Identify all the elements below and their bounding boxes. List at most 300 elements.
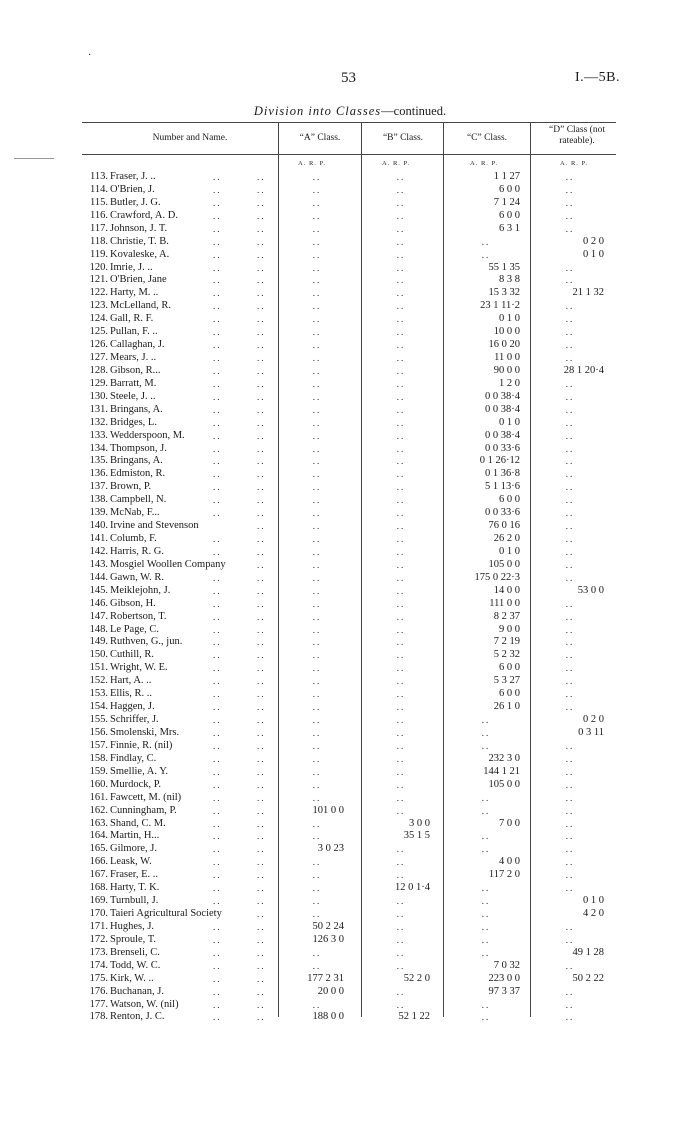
class-b-value: .. (396, 676, 406, 687)
class-b-value: .. (396, 443, 406, 454)
class-d-value: .. (565, 443, 575, 454)
class-c-value: 105 0 0 (488, 558, 520, 570)
class-b-value: 12 0 1·4 (395, 882, 430, 894)
class-c-value: 223 0 0 (488, 972, 520, 984)
leader-dots: .. (213, 572, 222, 583)
leader-dots: .. (213, 753, 222, 764)
class-d-value: .. (565, 546, 575, 557)
leader-dots: .. (213, 921, 222, 932)
leader-dots: .. (213, 896, 222, 907)
class-b-value: .. (396, 702, 406, 713)
table-row (0, 830, 700, 843)
class-d-value: .. (565, 857, 575, 868)
class-c-value: .. (481, 909, 491, 919)
row-name: Robertson, T. (110, 610, 167, 622)
leader-dots: .. (257, 598, 266, 609)
leader-dots: .. (257, 792, 266, 803)
row-name: Brown, P. (110, 481, 152, 493)
column-header-name: Number and Name. (152, 133, 228, 143)
row-number: 138. (89, 494, 108, 506)
row-name: McLelland, R. (110, 300, 171, 312)
leader-dots: .. (213, 456, 222, 467)
class-a-value: .. (312, 585, 322, 596)
leader-dots: .. (257, 960, 266, 971)
leader-dots: .. (257, 534, 266, 545)
row-number: 141. (89, 533, 108, 545)
class-b-value: .. (396, 921, 406, 932)
row-number: 161. (89, 791, 108, 803)
class-a-value: .. (312, 702, 322, 713)
class-c-value: .. (481, 883, 491, 894)
leader-dots: .. (213, 301, 222, 312)
leader-dots: .. (213, 443, 222, 454)
class-c-value: .. (481, 236, 491, 247)
units-a: A. R. P. (298, 160, 327, 167)
class-d-value: 0 1 0 (583, 895, 604, 907)
class-c-value: 26 1 0 (493, 701, 520, 713)
leader-dots: .. (213, 857, 222, 868)
table-row (0, 818, 700, 831)
class-b-value: .. (396, 365, 406, 376)
leader-dots: .. (213, 986, 222, 997)
class-b-value: .. (396, 740, 406, 751)
row-name: Buchanan, J. (110, 985, 164, 997)
class-d-value: .. (565, 353, 575, 364)
row-name: Steele, J. .. (110, 390, 156, 402)
leader-dots: .. (257, 521, 266, 532)
row-name: Columb, F. (110, 533, 157, 545)
leader-dots: .. (257, 986, 266, 997)
class-b-value: 35 1 5 (403, 830, 430, 842)
class-d-value: .. (565, 637, 575, 648)
row-number: 146. (89, 597, 108, 609)
leader-dots: .. (257, 301, 266, 312)
table-row (0, 378, 700, 391)
class-a-value: .. (312, 753, 322, 764)
table-row (0, 986, 700, 999)
leader-dots: .. (257, 857, 266, 868)
leader-dots: .. (257, 921, 266, 932)
class-a-value: .. (312, 870, 322, 881)
leader-dots: .. (213, 223, 222, 234)
stray-mark: · (88, 50, 92, 61)
class-d-value: .. (565, 844, 575, 855)
class-c-value: 7 1 24 (493, 196, 520, 208)
leader-dots: .. (213, 999, 222, 1010)
leader-dots: .. (257, 236, 266, 247)
row-name: Shand, C. M. (110, 817, 166, 829)
class-a-value: .. (312, 611, 322, 622)
class-a-value: .. (312, 534, 322, 545)
class-d-value: .. (565, 469, 575, 480)
table-row (0, 236, 700, 249)
row-name: Barratt, M. (110, 377, 157, 389)
class-d-value: .. (565, 262, 575, 273)
table-row (0, 443, 700, 456)
row-name: Watson, W. (nil) (110, 998, 179, 1010)
leader-dots: .. (257, 934, 266, 945)
table-row (0, 856, 700, 869)
row-number: 165. (89, 843, 108, 855)
class-b-value: .. (396, 521, 406, 532)
leader-dots: .. (213, 960, 222, 971)
row-name: Ellis, R. .. (110, 688, 153, 700)
row-name: Butler, J. G. (110, 196, 161, 208)
leader-dots: .. (213, 365, 222, 376)
class-d-value: .. (565, 663, 575, 674)
class-c-value: .. (481, 934, 491, 945)
row-number: 147. (89, 610, 108, 622)
table-row (0, 636, 700, 649)
class-a-value: 126 3 0 (312, 933, 344, 945)
class-a-value: .. (312, 469, 322, 480)
leader-dots: .. (213, 236, 222, 247)
class-b-value: .. (396, 637, 406, 648)
row-name: Irvine and Stevenson (110, 520, 199, 532)
row-name: Bringans, A. (110, 403, 163, 415)
class-d-value: .. (565, 805, 575, 816)
class-d-value: 21 1 32 (572, 287, 604, 299)
table-row (0, 727, 700, 740)
class-a-value: .. (312, 740, 322, 751)
class-b-value: .. (396, 314, 406, 325)
row-name: Martin, H... (110, 830, 160, 842)
class-a-value: .. (312, 391, 322, 402)
class-a-value: .. (312, 715, 322, 726)
row-name: McNab, F... (110, 507, 160, 519)
class-d-value: .. (565, 378, 575, 389)
class-a-value: 101 0 0 (312, 804, 344, 816)
class-c-value: 5 2 32 (493, 649, 520, 661)
table-row (0, 326, 700, 339)
leader-dots: .. (257, 909, 266, 919)
class-d-value: 53 0 0 (577, 584, 604, 596)
class-c-value: 6 0 0 (499, 662, 520, 674)
class-c-value: 90 0 0 (493, 364, 520, 376)
leader-dots: .. (213, 637, 222, 648)
leader-dots: .. (257, 572, 266, 583)
leader-dots: .. (257, 766, 266, 777)
table-row (0, 313, 700, 326)
class-c-value: 6 0 0 (499, 183, 520, 195)
class-c-value: 117 2 0 (488, 869, 520, 881)
class-c-value: .. (481, 831, 491, 842)
class-b-value: .. (396, 611, 406, 622)
class-d-value: .. (565, 508, 575, 519)
leader-dots: .. (213, 766, 222, 777)
row-name: Wright, W. E. (110, 662, 168, 674)
table-row (0, 339, 700, 352)
leader-dots: .. (257, 753, 266, 764)
class-d-value: .. (565, 314, 575, 325)
table-row (0, 675, 700, 688)
class-d-value: .. (565, 702, 575, 713)
class-a-value: .. (312, 689, 322, 700)
leader-dots: .. (257, 404, 266, 415)
row-name: Hughes, J. (110, 920, 155, 932)
row-number: 163. (89, 817, 108, 829)
class-a-value: .. (312, 275, 322, 286)
row-name: Pullan, F. .. (110, 326, 158, 338)
row-number: 178. (89, 1011, 108, 1023)
class-c-value: 26 2 0 (493, 533, 520, 545)
class-a-value: .. (312, 249, 322, 260)
leader-dots: .. (213, 947, 222, 958)
leader-dots: .. (213, 740, 222, 751)
class-a-value: .. (312, 779, 322, 790)
row-name: Hart, A. .. (110, 675, 152, 687)
table-row (0, 223, 700, 236)
leader-dots: .. (257, 288, 266, 299)
class-b-value: .. (396, 482, 406, 493)
leader-dots: .. (257, 443, 266, 454)
table-row (0, 559, 700, 572)
class-d-value: .. (565, 495, 575, 506)
row-name: Callaghan, J. (110, 339, 165, 351)
leader-dots: .. (257, 637, 266, 648)
row-number: 139. (89, 507, 108, 519)
leader-dots: .. (257, 715, 266, 726)
table-row (0, 908, 700, 921)
leader-dots: .. (213, 805, 222, 816)
row-number: 121. (89, 274, 108, 286)
row-number: 122. (89, 287, 108, 299)
class-c-value: .. (481, 249, 491, 260)
table-row (0, 365, 700, 378)
class-b-value: .. (396, 378, 406, 389)
leader-dots: .. (213, 676, 222, 687)
class-a-value: .. (312, 340, 322, 351)
leader-dots: .. (257, 275, 266, 286)
class-a-value: 188 0 0 (312, 1011, 344, 1023)
left-margin-tick (14, 158, 54, 159)
table-header-rule (82, 154, 616, 155)
class-c-value: .. (481, 896, 491, 907)
class-b-value: .. (396, 960, 406, 971)
leader-dots: .. (213, 883, 222, 894)
class-d-value: .. (565, 223, 575, 234)
row-number: 149. (89, 636, 108, 648)
leader-dots: .. (213, 391, 222, 402)
class-a-value: .. (312, 546, 322, 557)
row-number: 131. (89, 403, 108, 415)
class-a-value: .. (312, 818, 322, 829)
table-row (0, 947, 700, 960)
row-number: 115. (90, 196, 108, 208)
row-number: 132. (89, 416, 108, 428)
class-c-value: 144 1 21 (483, 765, 520, 777)
leader-dots: .. (257, 999, 266, 1010)
class-a-value: .. (312, 236, 322, 247)
row-name: Cunningham, P. (110, 804, 177, 816)
table-row (0, 404, 700, 417)
class-a-value: .. (312, 650, 322, 661)
units-c: A. R. P. (470, 160, 499, 167)
leader-dots: .. (257, 831, 266, 842)
leader-dots: .. (213, 275, 222, 286)
class-d-value: .. (565, 197, 575, 208)
class-b-value: .. (396, 715, 406, 726)
class-b-value: .. (396, 753, 406, 764)
row-number: 150. (89, 649, 108, 661)
class-a-value: .. (312, 288, 322, 299)
class-a-value: .. (312, 792, 322, 803)
class-a-value: .. (312, 430, 322, 441)
row-name: Sproule, T. (110, 933, 156, 945)
row-number: 172. (89, 933, 108, 945)
table-row (0, 649, 700, 662)
table-row (0, 779, 700, 792)
class-c-value: 23 1 11·2 (480, 300, 520, 312)
row-number: 116. (90, 209, 108, 221)
table-row (0, 455, 700, 468)
page-number: 53 (341, 70, 356, 86)
class-c-value: 6 0 0 (499, 209, 520, 221)
row-number: 170. (89, 908, 108, 919)
row-name: Todd, W. C. (110, 959, 161, 971)
table-row (0, 766, 700, 779)
leader-dots: .. (257, 314, 266, 325)
leader-dots: .. (257, 456, 266, 467)
leader-dots: .. (257, 611, 266, 622)
row-number: 142. (89, 545, 108, 557)
class-a-value: .. (312, 521, 322, 532)
table-row (0, 895, 700, 908)
class-b-value: .. (396, 184, 406, 195)
class-b-value: .. (396, 249, 406, 260)
class-c-value: .. (481, 740, 491, 751)
leader-dots: .. (213, 534, 222, 545)
class-c-value: .. (481, 999, 491, 1010)
class-b-value: .. (396, 353, 406, 364)
row-name: Le Page, C. (110, 623, 159, 635)
leader-dots: .. (213, 702, 222, 713)
class-d-value: .. (565, 430, 575, 441)
class-b-value: .. (396, 391, 406, 402)
row-number: 154. (89, 701, 108, 713)
leader-dots: .. (213, 1012, 222, 1023)
class-d-value: .. (565, 921, 575, 932)
class-b-value: .. (396, 559, 406, 570)
leader-dots: .. (257, 546, 266, 557)
class-b-value: .. (396, 986, 406, 997)
class-a-value: .. (312, 184, 322, 195)
row-name: Findlay, C. (110, 752, 157, 764)
class-d-value: 50 2 22 (572, 972, 604, 984)
table-row (0, 300, 700, 313)
leader-dots: .. (257, 508, 266, 519)
row-name: Schriffer, J. (110, 714, 159, 726)
class-d-value: .. (565, 482, 575, 493)
leader-dots: .. (213, 353, 222, 364)
row-name: Brenseli, C. (110, 946, 160, 958)
leader-dots: .. (257, 650, 266, 661)
leader-dots: .. (213, 184, 222, 195)
table-row (0, 973, 700, 986)
class-a-value: .. (312, 896, 322, 907)
class-d-value: .. (565, 650, 575, 661)
class-c-value: 14 0 0 (493, 584, 520, 596)
table-row (0, 274, 700, 287)
class-b-value: .. (396, 844, 406, 855)
leader-dots: .. (257, 870, 266, 881)
class-d-value: .. (565, 960, 575, 971)
class-d-value: .. (565, 611, 575, 622)
class-d-value: .. (565, 521, 575, 532)
row-number: 152. (89, 675, 108, 687)
class-d-value: .. (565, 417, 575, 428)
row-name: Harty, M. .. (110, 287, 159, 299)
leader-dots: .. (257, 210, 266, 221)
row-name: Fawcett, M. (nil) (110, 791, 182, 803)
d-class-line2: rateable). (559, 136, 595, 146)
table-row (0, 1011, 700, 1024)
class-b-value: .. (396, 495, 406, 506)
row-number: 127. (89, 352, 108, 364)
class-b-value: .. (396, 624, 406, 635)
leader-dots: .. (257, 172, 266, 182)
leader-dots: .. (257, 353, 266, 364)
class-a-value: .. (312, 637, 322, 648)
leader-dots: .. (213, 327, 222, 338)
class-b-value: .. (396, 585, 406, 596)
class-b-value: .. (396, 236, 406, 247)
page-reference: I.—5B. (575, 70, 620, 85)
class-b-value: .. (396, 275, 406, 286)
class-a-value: .. (312, 572, 322, 583)
class-d-value: .. (565, 779, 575, 790)
class-b-value: .. (396, 508, 406, 519)
class-d-value: .. (565, 572, 575, 583)
class-d-value: .. (565, 934, 575, 945)
table-row (0, 546, 700, 559)
leader-dots: .. (257, 973, 266, 984)
row-number: 175. (89, 972, 108, 984)
row-name: Mears, J. .. (110, 352, 157, 364)
row-name: Smolenski, Mrs. (110, 726, 180, 738)
class-c-value: 55 1 35 (488, 261, 520, 273)
leader-dots: .. (257, 805, 266, 816)
title-main: Division into Classes (253, 104, 382, 118)
leader-dots: .. (213, 624, 222, 635)
class-d-value: .. (565, 689, 575, 700)
leader-dots: .. (257, 883, 266, 894)
class-d-value: .. (565, 172, 575, 182)
table-row (0, 624, 700, 637)
row-name: Taieri Agricultural Society (110, 908, 222, 919)
table-row (0, 468, 700, 481)
leader-dots: .. (213, 611, 222, 622)
class-b-value: .. (396, 456, 406, 467)
class-d-value: .. (565, 740, 575, 751)
table-row (0, 753, 700, 766)
leader-dots: .. (213, 249, 222, 260)
class-b-value: .. (396, 301, 406, 312)
leader-dots: .. (257, 430, 266, 441)
table-row (0, 792, 700, 805)
row-number: 167. (89, 869, 108, 881)
row-number: 174. (89, 959, 108, 971)
class-a-value: 20 0 0 (317, 985, 344, 997)
table-row (0, 520, 700, 533)
class-a-value: .. (312, 365, 322, 376)
class-b-value: .. (396, 857, 406, 868)
row-name: Gibson, H. (110, 597, 156, 609)
class-d-value: .. (565, 870, 575, 881)
class-b-value: .. (396, 766, 406, 777)
row-name: Fraser, E. .. (110, 869, 158, 881)
leader-dots: .. (257, 559, 266, 570)
